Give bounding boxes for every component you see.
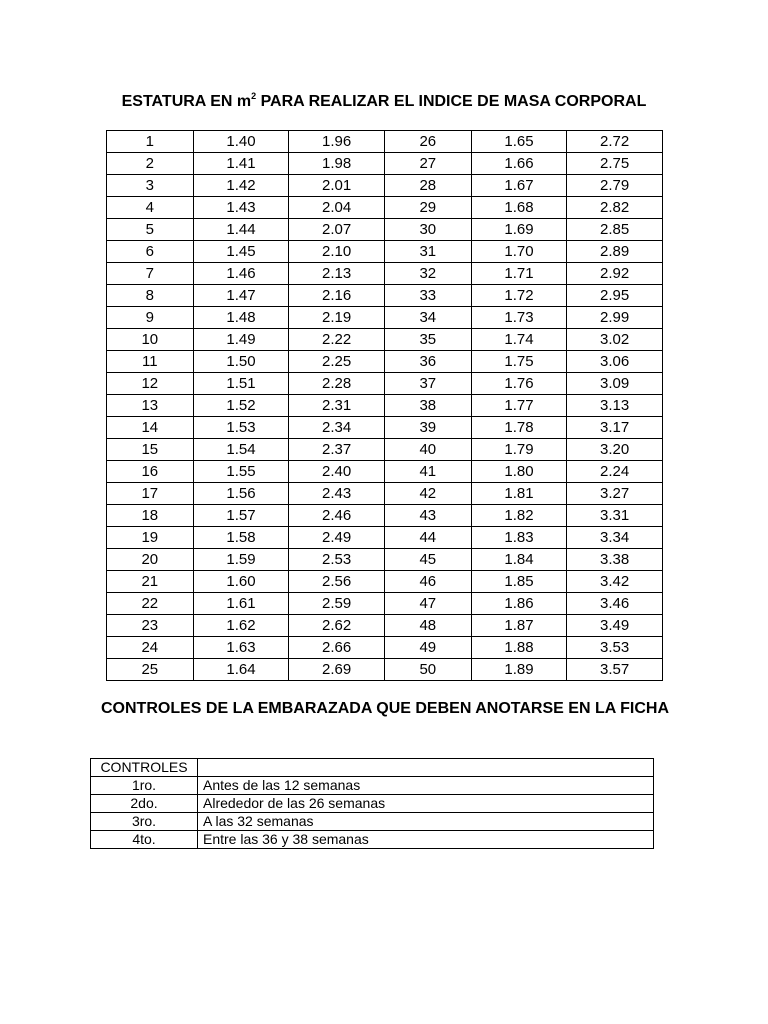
height-m-cell: 1.70: [471, 241, 567, 263]
height-row: [107, 219, 663, 241]
row-number-cell: 15: [107, 439, 194, 461]
height-squared-cell: 2.92: [567, 263, 663, 285]
height-row: [107, 395, 663, 417]
height-row: [107, 505, 663, 527]
controls-title: CONTROLES DE LA EMBARAZADA QUE DEBEN ANOTARSE EN LA FICHA: [101, 700, 669, 717]
height-squared-cell: 3.13: [567, 395, 663, 417]
height-m-cell: 1.49: [193, 329, 289, 351]
height-row: [107, 175, 663, 197]
height-squared-cell: 2.59: [289, 593, 385, 615]
row-number-cell: 14: [107, 417, 194, 439]
height-squared-cell: 1.98: [289, 153, 385, 175]
height-squared-cell: 3.09: [567, 373, 663, 395]
title-superscript: 2: [251, 91, 257, 101]
height-squared-cell: 2.66: [289, 637, 385, 659]
height-m-cell: 1.81: [471, 483, 567, 505]
height-squared-cell: 2.56: [289, 571, 385, 593]
height-squared-cell: 3.06: [567, 351, 663, 373]
row-number-cell: 20: [107, 549, 194, 571]
height-m-cell: 1.64: [193, 659, 289, 681]
height-m-cell: 1.88: [471, 637, 567, 659]
height-row: [107, 329, 663, 351]
height-m-cell: 1.52: [193, 395, 289, 417]
row-number-cell: 17: [107, 483, 194, 505]
row-number-cell: 7: [107, 263, 194, 285]
row-number-cell: 45: [384, 549, 471, 571]
control-number: 2do.: [91, 795, 198, 813]
height-row: [107, 571, 663, 593]
row-number-cell: 39: [384, 417, 471, 439]
height-m-cell: 1.68: [471, 197, 567, 219]
height-squared-cell: 3.34: [567, 527, 663, 549]
title-text-after: PARA REALIZAR EL INDICE DE MASA CORPORAL: [256, 93, 647, 110]
height-squared-cell: 2.53: [289, 549, 385, 571]
height-m-cell: 1.51: [193, 373, 289, 395]
height-squared-cell: 2.31: [289, 395, 385, 417]
height-squared-cell: 2.72: [567, 131, 663, 153]
height-m-cell: 1.56: [193, 483, 289, 505]
height-m-cell: 1.45: [193, 241, 289, 263]
row-number-cell: 37: [384, 373, 471, 395]
height-m-cell: 1.72: [471, 285, 567, 307]
height-squared-cell: 2.89: [567, 241, 663, 263]
controls-table-body: [91, 759, 654, 849]
height-row: [107, 615, 663, 637]
row-number-cell: 2: [107, 153, 194, 175]
height-squared-table-body: [107, 131, 663, 681]
height-squared-cell: 2.25: [289, 351, 385, 373]
height-squared-cell: 1.96: [289, 131, 385, 153]
row-number-cell: 38: [384, 395, 471, 417]
height-row: [107, 527, 663, 549]
height-squared-cell: 3.57: [567, 659, 663, 681]
height-squared-cell: 3.31: [567, 505, 663, 527]
height-m-cell: 1.57: [193, 505, 289, 527]
height-squared-cell: 2.37: [289, 439, 385, 461]
height-m-cell: 1.50: [193, 351, 289, 373]
row-number-cell: 33: [384, 285, 471, 307]
row-number-cell: 26: [384, 131, 471, 153]
height-squared-cell: 2.01: [289, 175, 385, 197]
height-row: [107, 241, 663, 263]
height-squared-cell: 3.46: [567, 593, 663, 615]
height-squared-cell: 2.16: [289, 285, 385, 307]
height-m-cell: 1.66: [471, 153, 567, 175]
height-squared-cell: 2.10: [289, 241, 385, 263]
height-squared-cell: 2.46: [289, 505, 385, 527]
row-number-cell: 4: [107, 197, 194, 219]
height-squared-cell: 3.38: [567, 549, 663, 571]
height-m-cell: 1.61: [193, 593, 289, 615]
row-number-cell: 16: [107, 461, 194, 483]
row-number-cell: 28: [384, 175, 471, 197]
controls-row: [91, 813, 654, 831]
row-number-cell: 31: [384, 241, 471, 263]
row-number-cell: 11: [107, 351, 194, 373]
row-number-cell: 19: [107, 527, 194, 549]
height-m-cell: 1.48: [193, 307, 289, 329]
height-squared-cell: 3.17: [567, 417, 663, 439]
height-m-cell: 1.47: [193, 285, 289, 307]
row-number-cell: 49: [384, 637, 471, 659]
height-row: [107, 153, 663, 175]
height-m-cell: 1.41: [193, 153, 289, 175]
control-description: A las 32 semanas: [198, 813, 654, 831]
height-row: [107, 307, 663, 329]
height-squared-cell: 2.22: [289, 329, 385, 351]
height-squared-cell: 3.02: [567, 329, 663, 351]
height-m-cell: 1.73: [471, 307, 567, 329]
height-m-cell: 1.77: [471, 395, 567, 417]
row-number-cell: 3: [107, 175, 194, 197]
height-m-cell: 1.89: [471, 659, 567, 681]
row-number-cell: 27: [384, 153, 471, 175]
row-number-cell: 8: [107, 285, 194, 307]
row-number-cell: 47: [384, 593, 471, 615]
row-number-cell: 40: [384, 439, 471, 461]
title-text-before: ESTATURA EN m: [121, 93, 252, 110]
height-m-cell: 1.85: [471, 571, 567, 593]
row-number-cell: 22: [107, 593, 194, 615]
control-description: Entre las 36 y 38 semanas: [198, 831, 654, 849]
controls-header-blank: [198, 759, 654, 777]
row-number-cell: 18: [107, 505, 194, 527]
row-number-cell: 5: [107, 219, 194, 241]
row-number-cell: 10: [107, 329, 194, 351]
height-m-cell: 1.75: [471, 351, 567, 373]
controls-row: [91, 831, 654, 849]
row-number-cell: 12: [107, 373, 194, 395]
height-m-cell: 1.58: [193, 527, 289, 549]
height-squared-cell: 2.34: [289, 417, 385, 439]
row-number-cell: 6: [107, 241, 194, 263]
controls-table: [90, 758, 654, 849]
height-squared-cell: 3.42: [567, 571, 663, 593]
height-m-cell: 1.71: [471, 263, 567, 285]
height-m-cell: 1.59: [193, 549, 289, 571]
height-squared-cell: 2.85: [567, 219, 663, 241]
height-m-cell: 1.82: [471, 505, 567, 527]
row-number-cell: 48: [384, 615, 471, 637]
height-m-cell: 1.86: [471, 593, 567, 615]
height-m-cell: 1.83: [471, 527, 567, 549]
controls-row: [91, 795, 654, 813]
row-number-cell: 35: [384, 329, 471, 351]
height-squared-cell: 3.27: [567, 483, 663, 505]
height-squared-cell: 3.20: [567, 439, 663, 461]
height-squared-cell: 2.82: [567, 197, 663, 219]
row-number-cell: 21: [107, 571, 194, 593]
row-number-cell: 23: [107, 615, 194, 637]
control-description: Alrededor de las 26 semanas: [198, 795, 654, 813]
row-number-cell: 36: [384, 351, 471, 373]
row-number-cell: 30: [384, 219, 471, 241]
row-number-cell: 42: [384, 483, 471, 505]
height-m-cell: 1.54: [193, 439, 289, 461]
control-number: 1ro.: [91, 777, 198, 795]
height-squared-cell: 2.19: [289, 307, 385, 329]
row-number-cell: 46: [384, 571, 471, 593]
height-squared-cell: 3.53: [567, 637, 663, 659]
page-title: [0, 92, 768, 112]
height-m-cell: 1.84: [471, 549, 567, 571]
height-m-cell: 1.40: [193, 131, 289, 153]
height-row: [107, 263, 663, 285]
row-number-cell: 13: [107, 395, 194, 417]
height-m-cell: 1.46: [193, 263, 289, 285]
height-squared-cell: 2.69: [289, 659, 385, 681]
height-squared-cell: 2.24: [567, 461, 663, 483]
row-number-cell: 24: [107, 637, 194, 659]
height-row: [107, 593, 663, 615]
height-m-cell: 1.78: [471, 417, 567, 439]
height-m-cell: 1.65: [471, 131, 567, 153]
height-m-cell: 1.87: [471, 615, 567, 637]
controls-header-row: [91, 759, 654, 777]
height-squared-cell: 2.43: [289, 483, 385, 505]
row-number-cell: 32: [384, 263, 471, 285]
height-m-cell: 1.69: [471, 219, 567, 241]
height-row: [107, 637, 663, 659]
height-row: [107, 131, 663, 153]
height-squared-cell: 3.49: [567, 615, 663, 637]
height-squared-cell: 2.95: [567, 285, 663, 307]
row-number-cell: 9: [107, 307, 194, 329]
height-row: [107, 351, 663, 373]
height-squared-cell: 2.04: [289, 197, 385, 219]
height-m-cell: 1.55: [193, 461, 289, 483]
height-row: [107, 483, 663, 505]
controls-row: [91, 777, 654, 795]
row-number-cell: 29: [384, 197, 471, 219]
height-m-cell: 1.67: [471, 175, 567, 197]
height-row: [107, 373, 663, 395]
height-row: [107, 659, 663, 681]
row-number-cell: 25: [107, 659, 194, 681]
height-m-cell: 1.53: [193, 417, 289, 439]
height-squared-cell: 2.99: [567, 307, 663, 329]
row-number-cell: 34: [384, 307, 471, 329]
row-number-cell: 44: [384, 527, 471, 549]
height-m-cell: 1.44: [193, 219, 289, 241]
height-row: [107, 549, 663, 571]
height-m-cell: 1.79: [471, 439, 567, 461]
height-m-cell: 1.60: [193, 571, 289, 593]
height-squared-cell: 2.13: [289, 263, 385, 285]
height-squared-cell: 2.40: [289, 461, 385, 483]
height-m-cell: 1.76: [471, 373, 567, 395]
control-description: Antes de las 12 semanas: [198, 777, 654, 795]
height-squared-cell: 2.07: [289, 219, 385, 241]
height-row: [107, 197, 663, 219]
height-m-cell: 1.62: [193, 615, 289, 637]
row-number-cell: 43: [384, 505, 471, 527]
height-row: [107, 439, 663, 461]
row-number-cell: 1: [107, 131, 194, 153]
height-squared-cell: 2.49: [289, 527, 385, 549]
controls-header-label: CONTROLES: [91, 759, 198, 777]
row-number-cell: 41: [384, 461, 471, 483]
height-m-cell: 1.74: [471, 329, 567, 351]
height-m-cell: 1.42: [193, 175, 289, 197]
height-squared-cell: 2.28: [289, 373, 385, 395]
control-number: 4to.: [91, 831, 198, 849]
height-m-cell: 1.43: [193, 197, 289, 219]
height-squared-cell: 2.79: [567, 175, 663, 197]
height-row: [107, 461, 663, 483]
height-squared-table: [106, 130, 663, 681]
row-number-cell: 50: [384, 659, 471, 681]
control-number: 3ro.: [91, 813, 198, 831]
height-m-cell: 1.80: [471, 461, 567, 483]
height-row: [107, 417, 663, 439]
height-m-cell: 1.63: [193, 637, 289, 659]
height-row: [107, 285, 663, 307]
height-squared-cell: 2.62: [289, 615, 385, 637]
height-squared-cell: 2.75: [567, 153, 663, 175]
